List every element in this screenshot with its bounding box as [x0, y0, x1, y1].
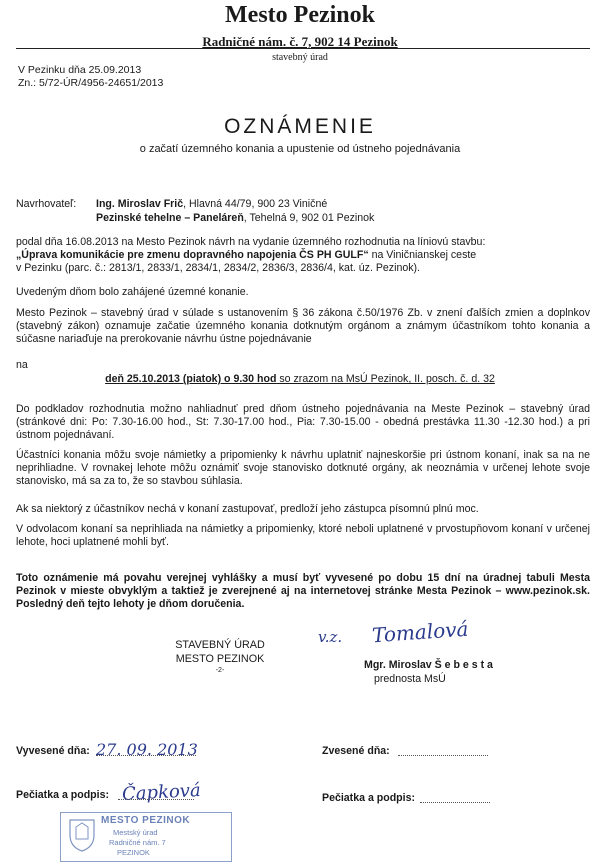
announcement-na: na [16, 359, 28, 371]
stamp-label-left: Pečiatka a podpis: [16, 789, 110, 801]
stamp-dots-right [420, 802, 490, 803]
application-line-1: podal dňa 16.08.2013 na Mesto Pezinok návrh na vydanie územného rozhodnutia na líniovú stavbu: [16, 236, 486, 248]
applicant-1-name: Ing. Miroslav Frič [96, 198, 184, 210]
coat-of-arms-icon [67, 817, 97, 853]
posted-date: 27. 09. 2013 [96, 740, 198, 759]
stamp-dots-left [118, 799, 194, 800]
stamp-address: Radničné nám. 7 [109, 838, 166, 847]
signatory-name: Mgr. Miroslav Š e b e s t a [364, 659, 493, 671]
hearing-datetime: deň 25.10.2013 (piatok) o 9.30 hod [105, 373, 277, 385]
removed-label: Zvesené dňa: [322, 745, 390, 757]
applicant-2-address: , Tehelná 9, 902 01 Pezinok [243, 212, 375, 224]
header-rule [16, 48, 590, 49]
stamp-town: PEZINOK [117, 848, 150, 857]
handwritten-prefix: v.z. [318, 628, 343, 646]
document-title: OZNÁMENIE [224, 115, 376, 138]
posted-label: Vyvesené dňa: [16, 745, 90, 757]
office-name: stavebný úrad [272, 52, 328, 63]
applicant-label: Navrhovateľ: [16, 198, 77, 210]
document-subtitle: o začatí územného konania a upustenie od ústneho pojednávania [139, 143, 461, 155]
paragraph-documents: Do podkladov rozhodnutia možno nahliadnuť pred dňom ústneho pojednávania na Meste Pezinok – stavebný úrad (stránkové dni: Po: 7.30-16.00 hod., St: 7.30-17.00 hod., Pia: 7.30-15.00 - obedná prestávka 11.30 -12.30 hod.) a pri ústnom pojednávaní. [16, 403, 590, 441]
applicant-1-address: , Hlavná 44/79, 900 23 Viničné [183, 198, 328, 210]
paragraph-started: Uvedeným dňom bolo zahájené územné konanie. [16, 286, 249, 298]
handwritten-signature: Tomalová [371, 616, 470, 648]
stamp-office: Mestský úrad [113, 828, 158, 837]
posted-field [96, 740, 206, 760]
public-notice: Toto oznámenie má povahu verejnej vyhlášky a musí byť vyvesené po dobu 15 dní na úradnej tabuli Mesta Pezinok v mieste obvyklým a taktiež je zverejnené aj na internetovej stránke Mesta Pezinok – www.pezinok.sk. Posledný deň tejto lehoty je dňom doručenia. [16, 572, 590, 610]
removed-dots [398, 755, 488, 756]
office-signature [160, 638, 280, 676]
project-name: „Úprava komunikácie pre zmenu dopravného napojenia ČS PH GULF“ [16, 249, 369, 261]
applicant-1 [96, 198, 327, 210]
stamp-label-right: Pečiatka a podpis: [322, 792, 416, 804]
paragraph-application [16, 236, 596, 275]
paragraph-objections: Účastníci konania môžu svoje námietky a pripomienky k návrhu uplatniť najneskoršie pri ústnom konaní, inak sa na ne neprihliadne. V rovnakej lehote môžu oznámiť svoje stanovisko dotknuté orgány, ak neoznámia v určenej lehote svoje stanovisko, má sa za to, že so stavbou súhlasia. [16, 449, 590, 487]
paragraph-representation: Ak sa niektorý z účastníkov nechá v konaní zastupovať, predloží jeho zástupca písomnú plnú moc. [16, 503, 479, 515]
hearing-place: so zrazom na MsÚ Pezinok, II. posch. č. d. 32 [276, 373, 495, 385]
paragraph-appeal: V odvolacom konaní sa neprihliada na námietky a pripomienky, ktoré neboli uplatnené v prvostupňovom konaní v určenej lehote, hoci uplatnené mohli byť. [16, 523, 590, 548]
hearing-date [0, 373, 600, 385]
application-line-2 [16, 249, 596, 262]
hearing-line [105, 373, 495, 385]
paragraph-announcement: Mesto Pezinok – stavebný úrad v súlade s ustanovením § 36 zákona č.50/1976 Zb. v znení ďalších zmien a doplnkov (stavebný zákon) oznamuje začatie územného konania dotknutým orgánom a známym účastníkom tohto konania a súčasne nariaďuje na prerokovanie návrhu ústne pojednávanie [16, 307, 590, 345]
application-line-3: v Pezinku (parc. č.: 2813/1, 2833/1, 2834/1, 2834/2, 2836/3, 2836/4, kat. úz. Pezinok). [16, 262, 421, 274]
project-location: na Viničnianskej ceste [368, 249, 477, 261]
posting-signature: Čapková [121, 779, 202, 806]
date-line: V Pezinku dňa 25.09.2013 [18, 64, 142, 76]
stamp-number: -2- [215, 667, 225, 674]
signatory-role: prednosta MsÚ [374, 673, 446, 685]
town-address: Radničné nám. č. 7, 902 14 Pezinok [202, 34, 398, 49]
applicant-2-name: Pezinské tehelne – Paneláreň [96, 212, 244, 224]
town-title: Mesto Pezinok [225, 2, 375, 28]
applicant-2 [96, 212, 374, 224]
stamp-title: MESTO PEZINOK [101, 815, 191, 826]
posted-dots [96, 755, 196, 756]
office-line-2: MESTO PEZINOK [175, 653, 265, 665]
office-line-1: STAVEBNÝ ÚRAD [175, 639, 265, 651]
official-stamp [60, 812, 232, 862]
reference-number: Zn.: 5/72-ÚR/4956-24651/2013 [18, 77, 164, 89]
